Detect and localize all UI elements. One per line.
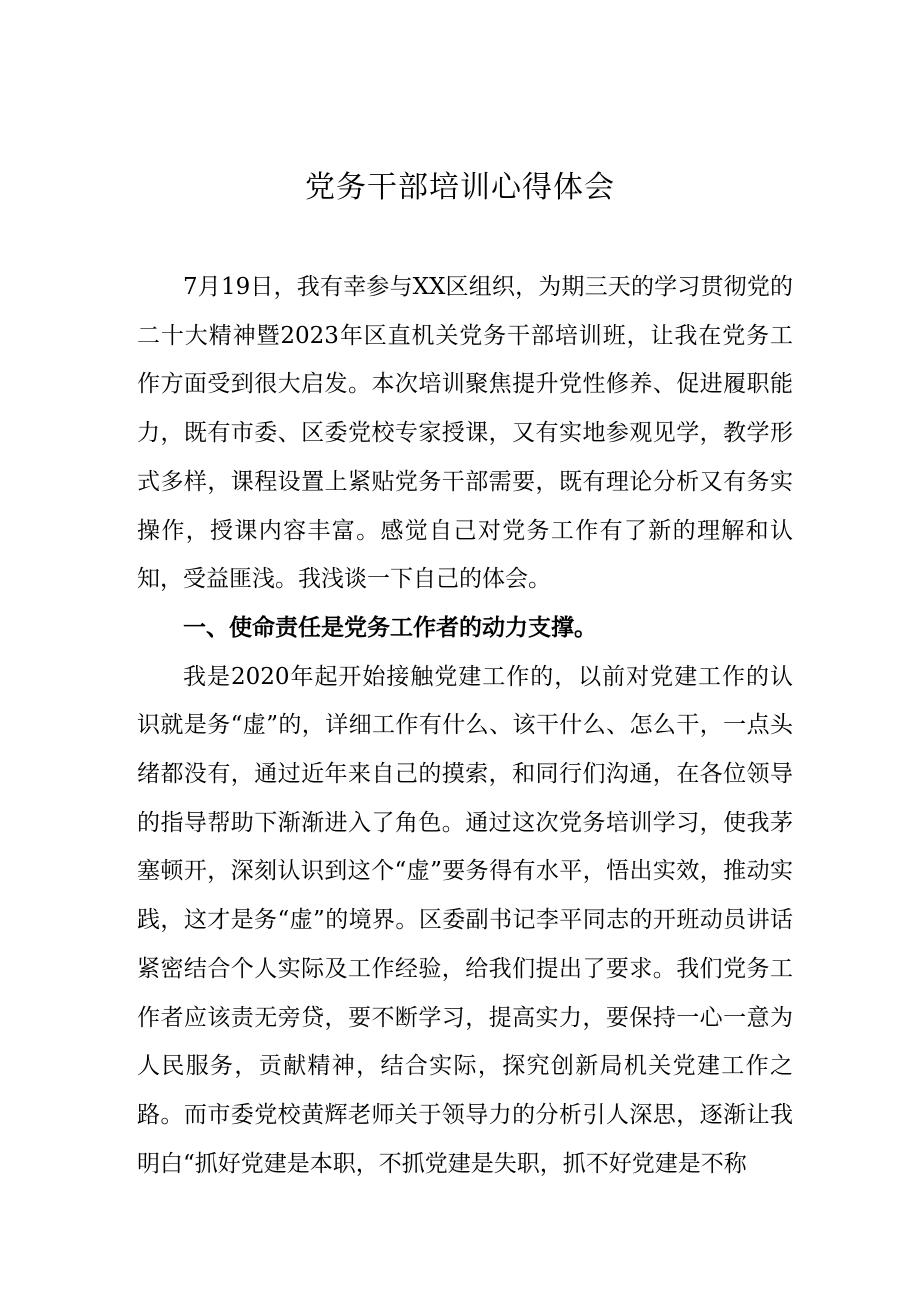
section-heading-1: 一、使命责任是党务工作者的动力支撑。 [183,614,597,641]
paragraph-intro: 7月19日，我有幸参与XX区组织，为期三天的学习贯彻党的二十大精神暨2023年区直机关党务干部培训班，让我在党务工作方面受到很大启发。本次培训聚焦提升党性修养、促进履职能力，既有市委、区委党校专家授课，又有实地参观见学，教学形式多样，课程设置上紧贴党务干部需要，既有理论分析又有务实操作，授课内容丰富。感觉自己对党务工作有了新的理解和认知，受益匪浅。我浅谈一下自己的体会。 [137,274,793,593]
paragraph-section-1: 我是2020年起开始接触党建工作的，以前对党建工作的认识就是务“虚”的，详细工作有什么、该干什么、怎么干，一点头绪都没有，通过近年来自己的摸索，和同行们沟通，在各位领导的指导帮助下渐渐进入了角色。通过这次党务培训学习，使我茅塞顿开，深刻认识到这个“虚”要务得有水平，悟出实效，推动实践，这才是务“虚”的境界。区委副书记李平同志的开班动员讲话紧密结合个人实际及工作经验，给我们提出了要求。我们党务工作者应该责无旁贷，要不断学习，提高实力，要保持一心一意为人民服务，贡献精神，结合实际，探究创新局机关党建工作之路。而市委党校黄辉老师关于领导力的分析引人深思，逐渐让我明白“抓好党建是本职，不抓党建是失职，抓不好党建是不称 [137,663,793,1177]
document-title: 党务干部培训心得体会 [305,170,615,205]
document-body [137,263,793,1188]
